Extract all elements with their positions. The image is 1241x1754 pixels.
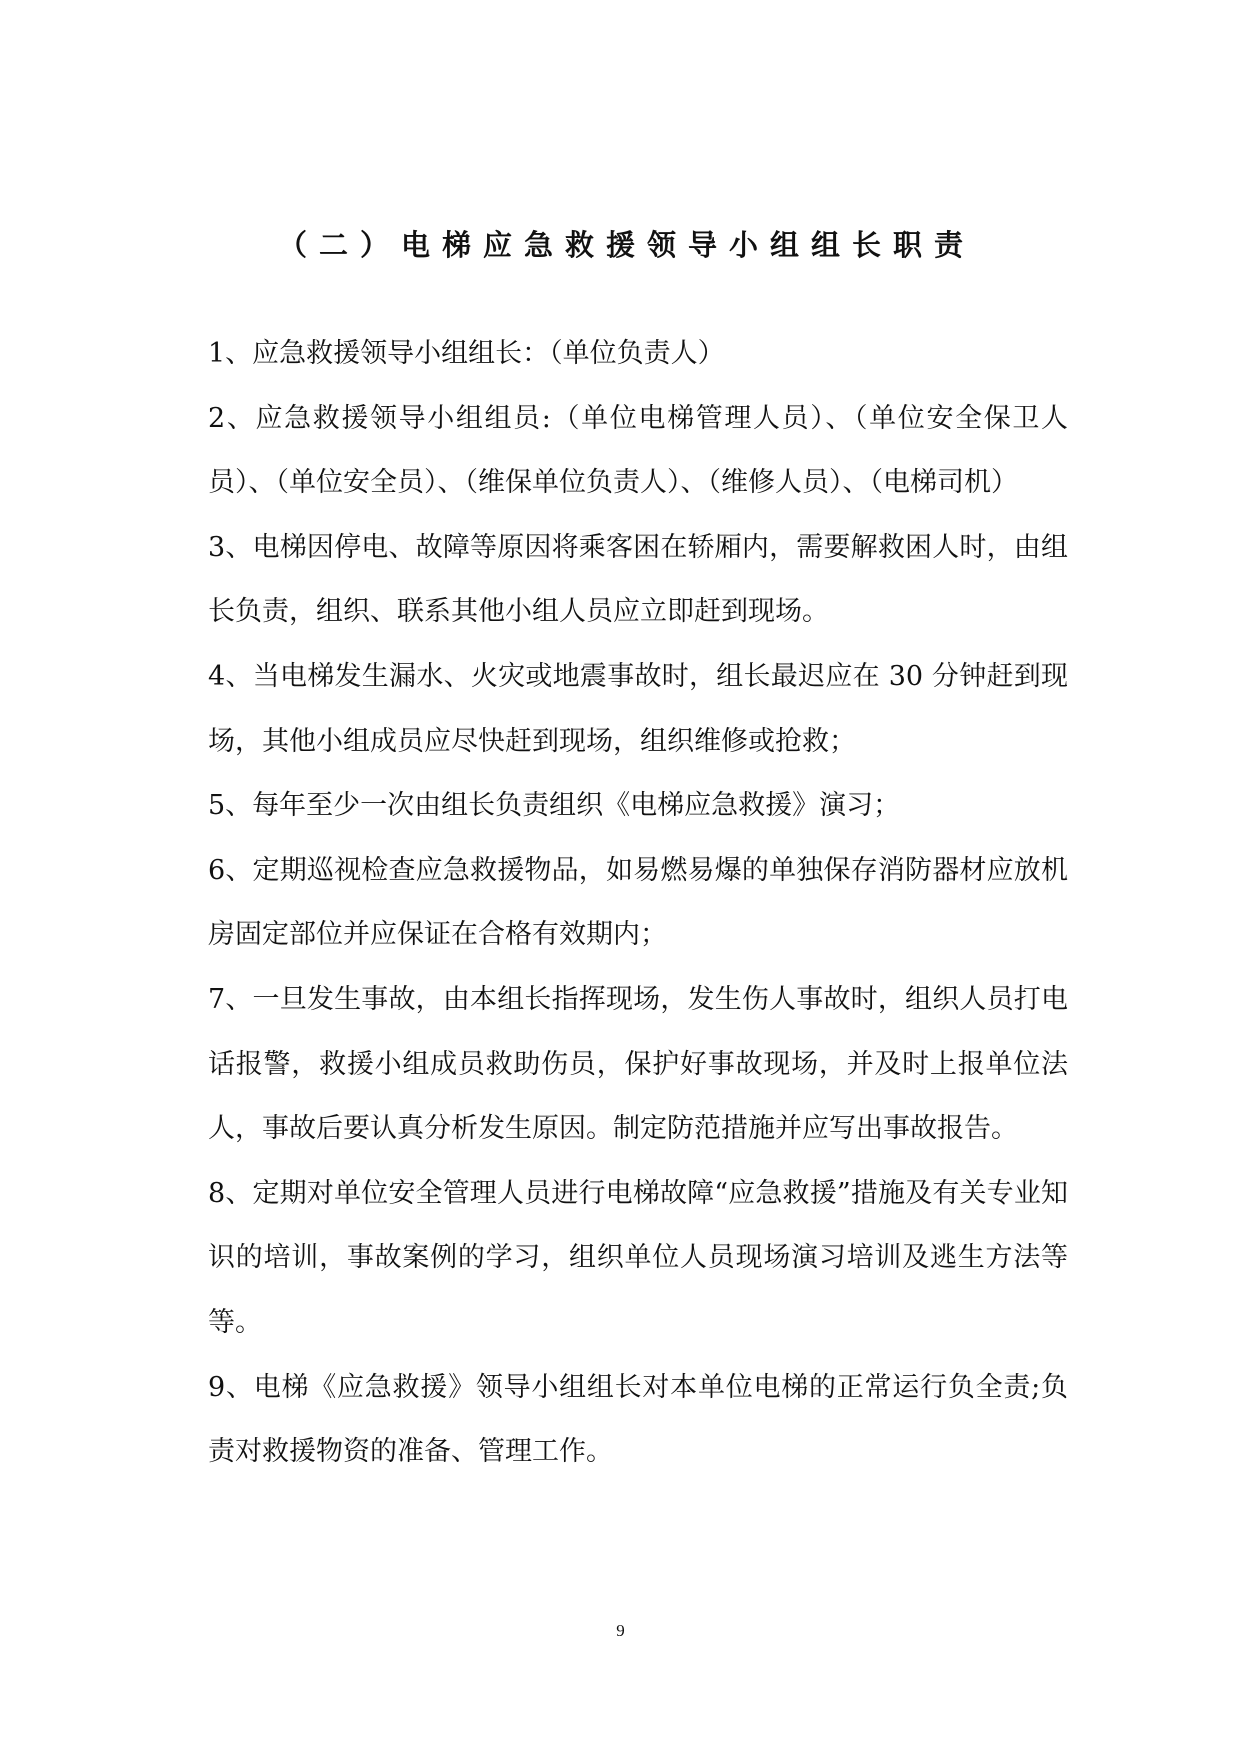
document-body — [208, 322, 1068, 1485]
paragraph-7: 7、一旦发生事故，由本组长指挥现场，发生伤人事故时，组织人员打电话报警，救援小组成员救助伤员，保护好事故现场，并及时上报单位法人，事故后要认真分析发生原因。制定防范措施并应写出事故报告。 — [208, 983, 1068, 1145]
page-number: 9 — [616, 1621, 625, 1640]
paragraph-2: 2、应急救援领导小组组员:（单位电梯管理人员）、（单位安全保卫人员）、（单位安全员）、（维保单位负责人）、（维修人员）、（电梯司机） — [208, 402, 1068, 499]
paragraph-3: 3、电梯因停电、故障等原因将乘客困在轿厢内，需要解救困人时，由组长负责，组织、联系其他小组人员应立即赶到现场。 — [208, 531, 1068, 628]
paragraph-9: 9、电梯《应急救援》领导小组组长对本单位电梯的正常运行负全责;负责对救援物资的准备、管理工作。 — [208, 1371, 1068, 1468]
section-title: （二）电梯应急救援领导小组组长职责 — [277, 228, 975, 262]
paragraph-8: 8、定期对单位安全管理人员进行电梯故障“应急救援”措施及有关专业知识的培训，事故案例的学习，组织单位人员现场演习培训及逃生方法等等。 — [208, 1177, 1068, 1338]
paragraph-4: 4、当电梯发生漏水、火灾或地震事故时，组长最迟应在 30 分钟赶到现场，其他小组成员应尽快赶到现场，组织维修或抢救； — [208, 660, 1068, 757]
paragraph-6: 6、定期巡视检查应急救援物品，如易燃易爆的单独保存消防器材应放机房固定部位并应保证在合格有效期内； — [208, 854, 1068, 951]
paragraph-1: 1、应急救援领导小组组长：（单位负责人） — [208, 338, 725, 369]
paragraph-5: 5、每年至少一次由组长负责组织《电梯应急救援》演习； — [208, 790, 901, 822]
